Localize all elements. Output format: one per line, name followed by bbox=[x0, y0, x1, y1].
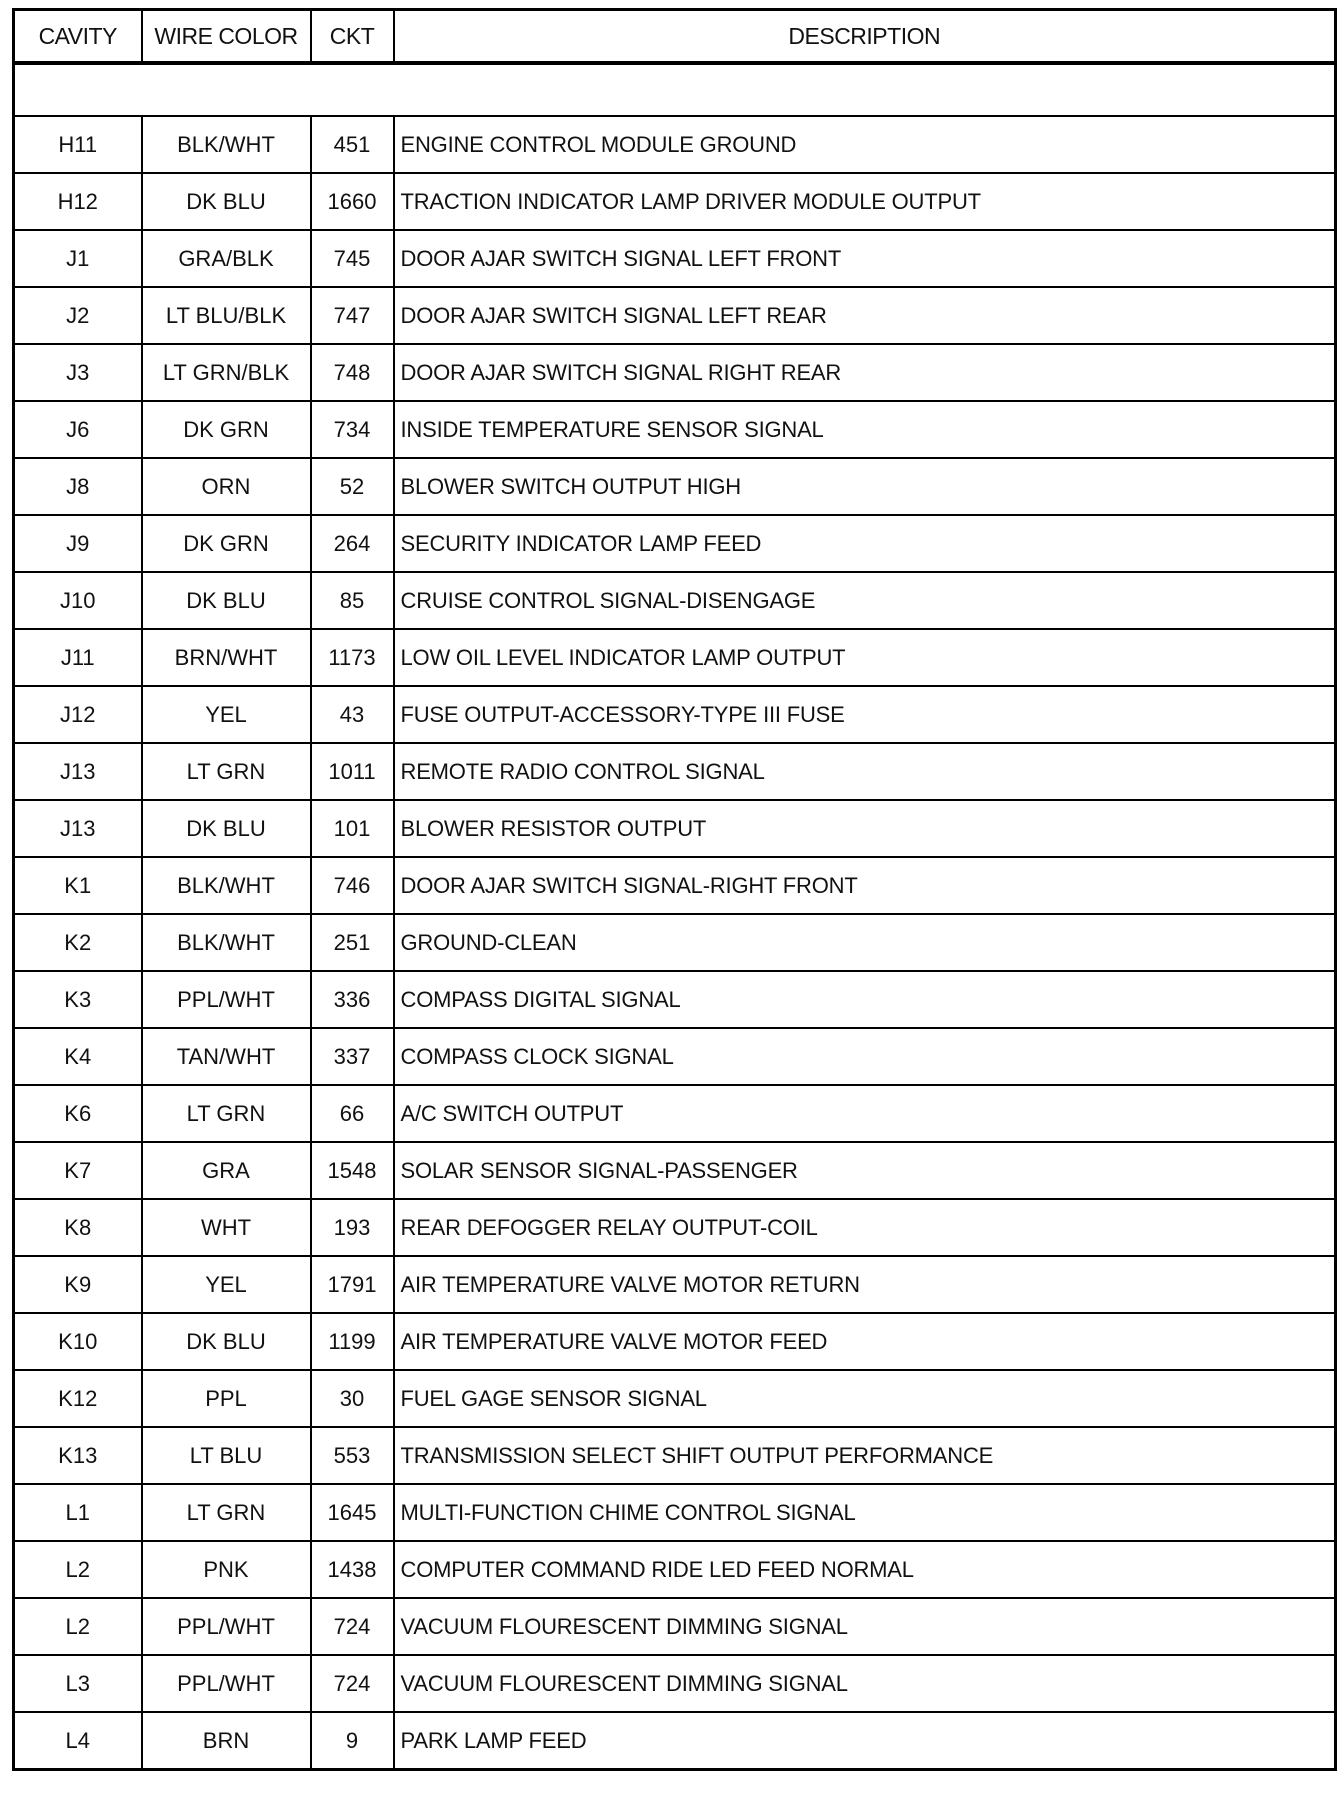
description-cell: ENGINE CONTROL MODULE GROUND bbox=[394, 116, 1336, 173]
description-cell: BLOWER RESISTOR OUTPUT bbox=[394, 800, 1336, 857]
header-wire-color: WIRE COLOR bbox=[142, 10, 311, 64]
table-row bbox=[14, 401, 1336, 458]
description-cell: INSIDE TEMPERATURE SENSOR SIGNAL bbox=[394, 401, 1336, 458]
description-cell: SOLAR SENSOR SIGNAL-PASSENGER bbox=[394, 1142, 1336, 1199]
table-row bbox=[14, 1484, 1336, 1541]
wire-color-cell: LT GRN bbox=[142, 743, 311, 800]
description-cell: DOOR AJAR SWITCH SIGNAL LEFT FRONT bbox=[394, 230, 1336, 287]
wire-color-cell: GRA bbox=[142, 1142, 311, 1199]
ckt-cell: 251 bbox=[311, 914, 394, 971]
description-cell: GROUND-CLEAN bbox=[394, 914, 1336, 971]
cavity-cell: K4 bbox=[14, 1028, 142, 1085]
cavity-cell: H12 bbox=[14, 173, 142, 230]
table-row bbox=[14, 173, 1336, 230]
ckt-cell: 748 bbox=[311, 344, 394, 401]
wire-color-cell: PPL/WHT bbox=[142, 1655, 311, 1712]
cavity-cell: J9 bbox=[14, 515, 142, 572]
cavity-cell: K8 bbox=[14, 1199, 142, 1256]
cavity-cell: J1 bbox=[14, 230, 142, 287]
table-row bbox=[14, 914, 1336, 971]
wire-color-cell: DK GRN bbox=[142, 515, 311, 572]
description-cell: DOOR AJAR SWITCH SIGNAL RIGHT REAR bbox=[394, 344, 1336, 401]
table-row bbox=[14, 344, 1336, 401]
ckt-cell: 745 bbox=[311, 230, 394, 287]
description-cell: AIR TEMPERATURE VALVE MOTOR RETURN bbox=[394, 1256, 1336, 1313]
wire-color-cell: PPL/WHT bbox=[142, 1598, 311, 1655]
table-row bbox=[14, 1142, 1336, 1199]
description-cell: REAR DEFOGGER RELAY OUTPUT-COIL bbox=[394, 1199, 1336, 1256]
ckt-cell: 1199 bbox=[311, 1313, 394, 1370]
connector-pinout-table bbox=[12, 8, 1337, 1771]
description-cell: VACUUM FLOURESCENT DIMMING SIGNAL bbox=[394, 1598, 1336, 1655]
wire-color-cell: PPL bbox=[142, 1370, 311, 1427]
table-row bbox=[14, 1712, 1336, 1770]
description-cell: CRUISE CONTROL SIGNAL-DISENGAGE bbox=[394, 572, 1336, 629]
description-cell: LOW OIL LEVEL INDICATOR LAMP OUTPUT bbox=[394, 629, 1336, 686]
ckt-cell: 747 bbox=[311, 287, 394, 344]
table-row bbox=[14, 1028, 1336, 1085]
wire-color-cell: DK BLU bbox=[142, 800, 311, 857]
header-ckt: CKT bbox=[311, 10, 394, 64]
cavity-cell: J11 bbox=[14, 629, 142, 686]
ckt-cell: 193 bbox=[311, 1199, 394, 1256]
table-row bbox=[14, 458, 1336, 515]
table-row bbox=[14, 572, 1336, 629]
description-cell: DOOR AJAR SWITCH SIGNAL LEFT REAR bbox=[394, 287, 1336, 344]
description-cell: COMPASS CLOCK SIGNAL bbox=[394, 1028, 1336, 1085]
cavity-cell: K13 bbox=[14, 1427, 142, 1484]
ckt-cell: 52 bbox=[311, 458, 394, 515]
ckt-cell: 30 bbox=[311, 1370, 394, 1427]
description-cell: FUSE OUTPUT-ACCESSORY-TYPE III FUSE bbox=[394, 686, 1336, 743]
wire-color-cell: DK BLU bbox=[142, 572, 311, 629]
table-row bbox=[14, 971, 1336, 1028]
description-cell: REMOTE RADIO CONTROL SIGNAL bbox=[394, 743, 1336, 800]
table-body bbox=[14, 63, 1336, 1770]
table-row bbox=[14, 1541, 1336, 1598]
ckt-cell: 264 bbox=[311, 515, 394, 572]
description-cell: BLOWER SWITCH OUTPUT HIGH bbox=[394, 458, 1336, 515]
wire-color-cell: BLK/WHT bbox=[142, 116, 311, 173]
description-cell: TRACTION INDICATOR LAMP DRIVER MODULE OUTPUT bbox=[394, 173, 1336, 230]
table-row bbox=[14, 857, 1336, 914]
table-header-row bbox=[14, 10, 1336, 64]
ckt-cell: 724 bbox=[311, 1598, 394, 1655]
table-row bbox=[14, 1427, 1336, 1484]
header-cavity: CAVITY bbox=[14, 10, 142, 64]
wire-color-cell: WHT bbox=[142, 1199, 311, 1256]
table-row bbox=[14, 287, 1336, 344]
table-row bbox=[14, 800, 1336, 857]
table-row bbox=[14, 629, 1336, 686]
ckt-cell: 1011 bbox=[311, 743, 394, 800]
wire-color-cell: BRN/WHT bbox=[142, 629, 311, 686]
cavity-cell: L2 bbox=[14, 1598, 142, 1655]
cavity-cell: L4 bbox=[14, 1712, 142, 1770]
table-row bbox=[14, 686, 1336, 743]
ckt-cell: 66 bbox=[311, 1085, 394, 1142]
ckt-cell: 336 bbox=[311, 971, 394, 1028]
description-cell: PARK LAMP FEED bbox=[394, 1712, 1336, 1770]
wire-color-cell: LT BLU bbox=[142, 1427, 311, 1484]
cavity-cell: K9 bbox=[14, 1256, 142, 1313]
table-row bbox=[14, 1655, 1336, 1712]
cavity-cell: K10 bbox=[14, 1313, 142, 1370]
wire-color-cell: BRN bbox=[142, 1712, 311, 1770]
ckt-cell: 101 bbox=[311, 800, 394, 857]
description-cell: MULTI-FUNCTION CHIME CONTROL SIGNAL bbox=[394, 1484, 1336, 1541]
cavity-cell: J13 bbox=[14, 743, 142, 800]
cavity-cell: L3 bbox=[14, 1655, 142, 1712]
blank-section-row bbox=[14, 63, 1336, 116]
ckt-cell: 1791 bbox=[311, 1256, 394, 1313]
wire-color-cell: LT GRN/BLK bbox=[142, 344, 311, 401]
cavity-cell: L1 bbox=[14, 1484, 142, 1541]
wire-color-cell: YEL bbox=[142, 1256, 311, 1313]
table-row bbox=[14, 1370, 1336, 1427]
table-row bbox=[14, 1256, 1336, 1313]
ckt-cell: 746 bbox=[311, 857, 394, 914]
ckt-cell: 451 bbox=[311, 116, 394, 173]
wire-color-cell: BLK/WHT bbox=[142, 857, 311, 914]
wire-color-cell: LT GRN bbox=[142, 1085, 311, 1142]
cavity-cell: K1 bbox=[14, 857, 142, 914]
description-cell: SECURITY INDICATOR LAMP FEED bbox=[394, 515, 1336, 572]
ckt-cell: 1660 bbox=[311, 173, 394, 230]
wire-color-cell: DK GRN bbox=[142, 401, 311, 458]
ckt-cell: 724 bbox=[311, 1655, 394, 1712]
cavity-cell: J8 bbox=[14, 458, 142, 515]
table-row bbox=[14, 116, 1336, 173]
table-row bbox=[14, 743, 1336, 800]
cavity-cell: K2 bbox=[14, 914, 142, 971]
table-row bbox=[14, 1085, 1336, 1142]
cavity-cell: J10 bbox=[14, 572, 142, 629]
ckt-cell: 1438 bbox=[311, 1541, 394, 1598]
description-cell: VACUUM FLOURESCENT DIMMING SIGNAL bbox=[394, 1655, 1336, 1712]
wire-color-cell: PNK bbox=[142, 1541, 311, 1598]
table-row bbox=[14, 1598, 1336, 1655]
blank-section-cell bbox=[14, 63, 1336, 116]
cavity-cell: L2 bbox=[14, 1541, 142, 1598]
cavity-cell: J13 bbox=[14, 800, 142, 857]
description-cell: FUEL GAGE SENSOR SIGNAL bbox=[394, 1370, 1336, 1427]
cavity-cell: K6 bbox=[14, 1085, 142, 1142]
cavity-cell: H11 bbox=[14, 116, 142, 173]
ckt-cell: 553 bbox=[311, 1427, 394, 1484]
cavity-cell: J2 bbox=[14, 287, 142, 344]
ckt-cell: 85 bbox=[311, 572, 394, 629]
table-row bbox=[14, 1313, 1336, 1370]
ckt-cell: 337 bbox=[311, 1028, 394, 1085]
wire-color-cell: GRA/BLK bbox=[142, 230, 311, 287]
table-row bbox=[14, 1199, 1336, 1256]
cavity-cell: J6 bbox=[14, 401, 142, 458]
cavity-cell: K12 bbox=[14, 1370, 142, 1427]
description-cell: DOOR AJAR SWITCH SIGNAL-RIGHT FRONT bbox=[394, 857, 1336, 914]
ckt-cell: 734 bbox=[311, 401, 394, 458]
wire-color-cell: LT GRN bbox=[142, 1484, 311, 1541]
ckt-cell: 9 bbox=[311, 1712, 394, 1770]
wire-color-cell: YEL bbox=[142, 686, 311, 743]
table-row bbox=[14, 230, 1336, 287]
wire-color-cell: TAN/WHT bbox=[142, 1028, 311, 1085]
description-cell: COMPASS DIGITAL SIGNAL bbox=[394, 971, 1336, 1028]
wire-color-cell: ORN bbox=[142, 458, 311, 515]
wire-color-cell: DK BLU bbox=[142, 173, 311, 230]
cavity-cell: K7 bbox=[14, 1142, 142, 1199]
description-cell: AIR TEMPERATURE VALVE MOTOR FEED bbox=[394, 1313, 1336, 1370]
ckt-cell: 1548 bbox=[311, 1142, 394, 1199]
cavity-cell: K3 bbox=[14, 971, 142, 1028]
table-row bbox=[14, 515, 1336, 572]
cavity-cell: J12 bbox=[14, 686, 142, 743]
wire-color-cell: BLK/WHT bbox=[142, 914, 311, 971]
cavity-cell: J3 bbox=[14, 344, 142, 401]
wire-color-cell: LT BLU/BLK bbox=[142, 287, 311, 344]
ckt-cell: 1645 bbox=[311, 1484, 394, 1541]
ckt-cell: 1173 bbox=[311, 629, 394, 686]
wire-color-cell: PPL/WHT bbox=[142, 971, 311, 1028]
wire-color-cell: DK BLU bbox=[142, 1313, 311, 1370]
description-cell: A/C SWITCH OUTPUT bbox=[394, 1085, 1336, 1142]
header-description: DESCRIPTION bbox=[394, 10, 1336, 64]
description-cell: COMPUTER COMMAND RIDE LED FEED NORMAL bbox=[394, 1541, 1336, 1598]
ckt-cell: 43 bbox=[311, 686, 394, 743]
description-cell: TRANSMISSION SELECT SHIFT OUTPUT PERFORMANCE bbox=[394, 1427, 1336, 1484]
